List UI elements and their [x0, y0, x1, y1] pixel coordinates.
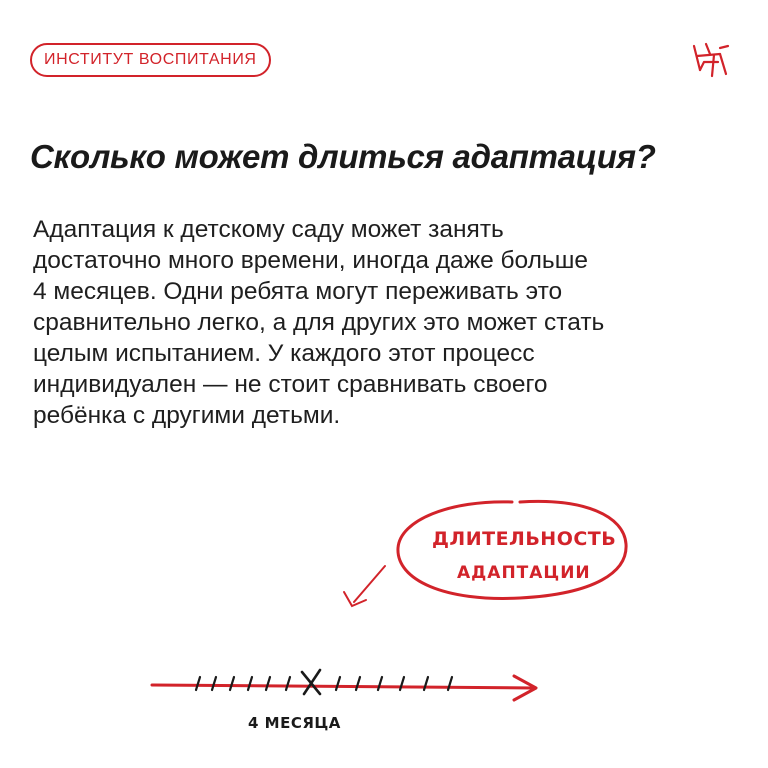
brand-label: ИНСТИТУТ ВОСПИТАНИЯ	[44, 51, 257, 68]
timeline-illustration	[0, 480, 768, 768]
paragraph-line: сравнительно легко, а для других это может стать	[33, 309, 605, 336]
timeline-arrow	[152, 676, 536, 700]
bubble-label-line1: ДЛИТЕЛЬНОСТЬ	[432, 528, 617, 550]
page-title: Сколько может длиться адаптация?	[30, 138, 656, 175]
paragraph-line: ребёнка с другими детьми.	[33, 402, 341, 429]
paragraph-line: индивидуален — не стоит сравнивать своего	[33, 371, 548, 398]
paragraph-line: достаточно много времени, иногда даже больше	[33, 247, 588, 274]
timeline-label: 4 МЕСЯЦА	[248, 714, 341, 732]
paragraph-line: 4 месяцев. Одни ребята могут переживать это	[33, 278, 563, 305]
bubble-label-line2: АДАПТАЦИИ	[457, 563, 591, 583]
paragraph-line: целым испытанием. У каждого этот процесс	[33, 340, 535, 367]
chair-icon	[690, 40, 732, 80]
paragraph-line: Адаптация к детскому саду может занять	[33, 216, 504, 243]
brand-badge	[30, 43, 271, 77]
four-month-marker	[302, 670, 320, 694]
pointer-arrow	[344, 566, 385, 606]
body-paragraph	[33, 214, 733, 431]
